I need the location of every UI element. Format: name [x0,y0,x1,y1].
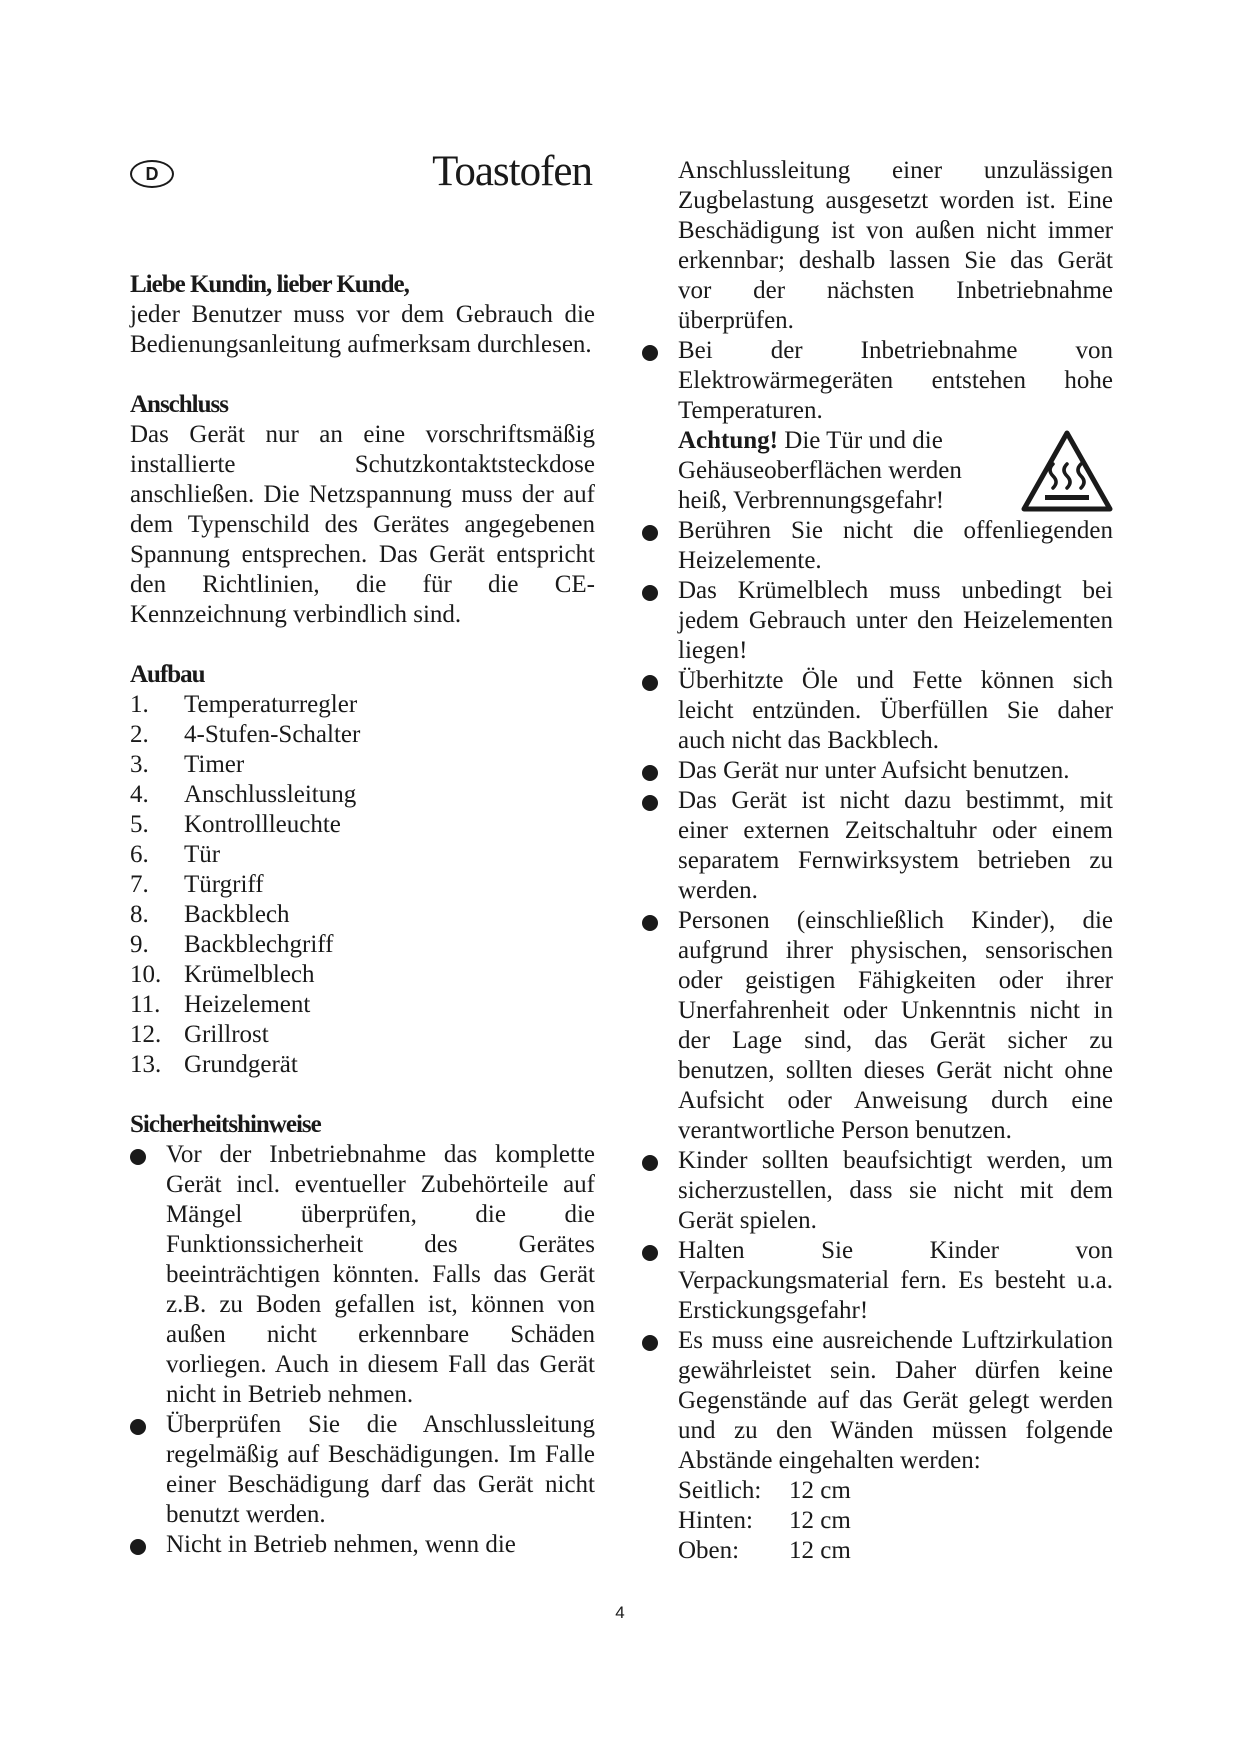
part-label: Temperaturregler [184,691,358,718]
warning-block [642,426,1113,516]
list-item [130,780,595,810]
safety-list-right-2 [642,516,1113,1476]
part-label: Heizelement [184,991,311,1018]
part-number: 10. [130,961,162,988]
distance-row [678,1476,1113,1506]
list-item [130,1050,595,1080]
list-item [130,870,595,900]
distance-value: 12 cm [789,1477,851,1504]
list-item [130,1530,595,1560]
bullet-icon [642,765,658,781]
page-number: 4 [615,1603,625,1622]
part-label: Tür [184,841,221,868]
part-number: 7. [130,871,149,898]
distance-value: 12 cm [789,1507,851,1534]
part-label: Grillrost [184,1021,269,1048]
list-item [130,900,595,930]
part-label: Backblech [184,901,290,928]
safety-text: Überhitzte Öle und Fette können sich leicht entzünden. Überfüllen Sie daher auch nicht das Backblech. [678,667,1113,754]
distance-label: Seitlich: [678,1477,762,1504]
list-item [642,666,1113,756]
sicherheit-heading: Sicherheitshinweise [130,1111,321,1138]
list-item [642,906,1113,1146]
list-item [642,1326,1113,1476]
part-number: 2. [130,721,149,748]
part-number: 3. [130,751,149,778]
warning-label: Achtung! [678,427,779,454]
part-number: 9. [130,931,149,958]
greeting-heading: Liebe Kundin, lieber Kunde, [130,271,409,298]
safety-text: Vor der Inbetriebnahme das komplette Gerät incl. eventueller Zubehörteile auf Mängel überprüfen, die die Funktionssicherheit des Gerätes beeinträchtigen könnten. Falls das Gerät z.B. zu Boden gefallen ist, können von außen nicht erkennbare Schäden vorliegen. Auch in diesem Fall das Gerät nicht in Betrieb nehmen. [166,1141,595,1408]
safety-text: Das Gerät nur unter Aufsicht benutzen. [678,757,1070,784]
aufbau-heading: Aufbau [130,661,205,688]
bullet-icon [642,1245,658,1261]
safety-text: Bei der Inbetriebnahme von Elektrowärmegeräten entstehen hohe Temperaturen. [678,337,1113,424]
part-label: Backblechgriff [184,931,334,958]
part-label: Krümelblech [184,961,315,988]
warning-text: Die Tür und die Gehäuseoberflächen werden heiß, Verbrennungsgefahr! [678,427,962,514]
list-item [642,786,1113,906]
list-item [130,750,595,780]
safety-text: Nicht in Betrieb nehmen, wenn die [166,1531,516,1558]
part-label: Grundgerät [184,1051,298,1078]
bullet-icon [642,915,658,931]
safety-text: Das Gerät ist nicht dazu bestimmt, mit einer externen Zeitschaltuhr oder einem separatem Fernwirksystem betrieben zu werden. [678,787,1113,904]
page-title: Toastofen [432,148,592,195]
distance-label: Hinten: [678,1507,753,1534]
bullet-icon [642,525,658,541]
bullet-icon [642,345,658,361]
part-label: Timer [184,751,245,778]
safety-continuation: Anschlussleitung einer unzulässigen Zugbelastung ausgesetzt worden ist. Eine Beschädigung ist von außen nicht immer erkennbar; deshalb lassen Sie das Gerät vor der nächsten Inbetriebnahme überprüfen. [678,157,1113,334]
list-item [642,516,1113,576]
list-item [130,960,595,990]
list-item [130,1140,595,1410]
part-number: 1. [130,691,149,718]
safety-text: Kinder sollten beaufsichtigt werden, um sicherzustellen, dass sie nicht mit dem Gerät spielen. [678,1147,1113,1234]
part-number: 4. [130,781,149,808]
part-number: 5. [130,811,149,838]
list-item [130,840,595,870]
list-item [642,756,1113,786]
right-column [642,156,1113,1566]
parts-list [130,690,595,1080]
bullet-icon [642,1155,658,1171]
distance-row [678,1536,1113,1566]
safety-text: Das Krümelblech muss unbedingt bei jedem Gebrauch unter den Heizelementen liegen! [678,577,1113,664]
distance-table [642,1476,1113,1566]
safety-text: Personen (einschließlich Kinder), die aufgrund ihrer physischen, sensorischen oder geistigen Fähigkeiten oder ihrer Unerfahrenheit oder Unkenntnis nicht in der Lage sind, das Gerät sicher zu benutzen, sollten dieses Gerät nicht ohne Aufsicht oder Anweisung durch eine verantwortliche Person benutzen. [678,907,1113,1144]
safety-text: Es muss eine ausreichende Luftzirkulation gewährleistet sein. Daher dürfen keine Gegenstände auf das Gerät gelegt werden und zu den Wänden müssen folgende Abstände eingehalten werden: [678,1327,1113,1474]
bullet-icon [642,585,658,601]
part-number: 13. [130,1051,162,1078]
part-number: 6. [130,841,149,868]
bullet-icon [130,1149,146,1165]
distance-value: 12 cm [789,1537,851,1564]
intro-text: jeder Benutzer muss vor dem Gebrauch die Bedienungsanleitung aufmerksam durchlesen. [130,301,595,358]
list-item [642,576,1113,666]
bullet-icon [642,675,658,691]
list-item [130,1410,595,1530]
safety-list-left [130,1140,595,1560]
safety-text: Halten Sie Kinder von Verpackungsmaterial fern. Es besteht u.a. Erstickungsgefahr! [678,1237,1113,1324]
part-label: Türgriff [184,871,264,898]
list-item [130,1020,595,1050]
list-item [642,1146,1113,1236]
bullet-icon [130,1419,146,1435]
safety-text: Berühren Sie nicht die offenliegenden Heizelemente. [678,517,1113,574]
language-badge: D [130,160,174,188]
list-item [642,1236,1113,1326]
list-item [130,690,595,720]
bullet-icon [130,1539,146,1555]
safety-list-right [642,336,1113,426]
list-item [130,720,595,750]
distance-row [678,1506,1113,1536]
part-number: 12. [130,1021,162,1048]
safety-text: Überprüfen Sie die Anschlussleitung regelmäßig auf Beschädigungen. Im Falle einer Beschädigung darf das Gerät nicht benutzt werden. [166,1411,595,1528]
list-item [642,336,1113,426]
part-number: 8. [130,901,149,928]
anschluss-text: Das Gerät nur an eine vorschriftsmäßig installierte Schutzkontaktsteckdose anschließen. Die Netzspannung muss der auf dem Typenschild des Gerätes angegebenen Spannung entsprechen. Das Gerät entspricht den Richtlinien, die für die CE-Kennzeichnung verbindlich sind. [130,421,595,628]
anschluss-heading: Anschluss [130,391,228,418]
list-item [130,930,595,960]
part-number: 11. [130,991,161,1018]
hot-surface-warning-icon [1021,430,1113,512]
list-item [130,810,595,840]
part-label: Anschlussleitung [184,781,357,808]
part-label: Kontrollleuchte [184,811,341,838]
left-column [130,270,595,1560]
distance-label: Oben: [678,1537,740,1564]
part-label: 4-Stufen-Schalter [184,721,361,748]
bullet-icon [642,1335,658,1351]
bullet-icon [642,795,658,811]
list-item [130,990,595,1020]
